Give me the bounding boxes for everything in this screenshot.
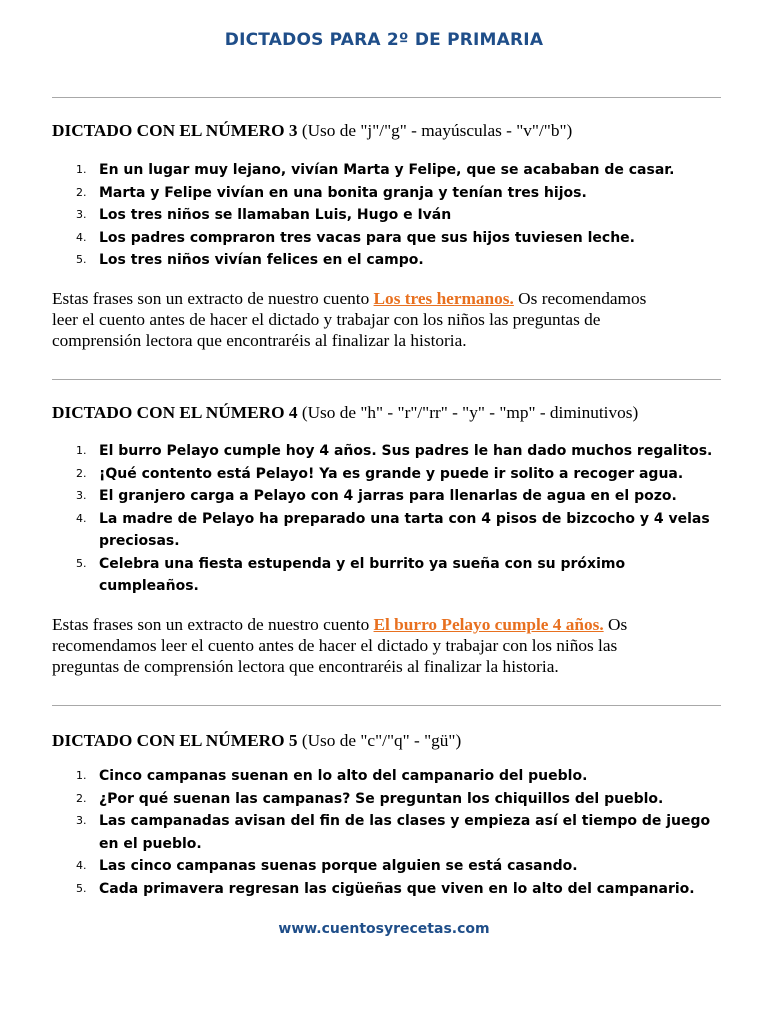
sentence-text: en el pueblo. <box>99 835 202 852</box>
list-number: 4. <box>76 230 87 244</box>
section-heading-5 <box>52 731 732 751</box>
section-note: (Uso de "c"/"q" - "gü") <box>301 731 462 750</box>
section-note: (Uso de "h" - "r"/"rr" - "y" - "mp" - diminutivos) <box>301 403 639 422</box>
section-label: DICTADO CON EL NÚMERO 5 <box>52 731 298 750</box>
list-item <box>52 249 732 272</box>
sentence-text: Cinco campanas suenan en lo alto del campanario del pueblo. <box>99 768 588 784</box>
sentence-text: Las campanadas avisan del fin de las clases y empieza así el tiempo de juego <box>99 813 711 829</box>
footer-website-link[interactable]: www.cuentosyrecetas.com <box>278 921 490 937</box>
section-note: (Uso de "j"/"g" - mayúsculas - "v"/"b") <box>301 121 573 140</box>
list-item <box>52 765 732 788</box>
list-item <box>52 788 732 811</box>
sentence-text: cumpleaños. <box>99 578 199 594</box>
list-number: 5. <box>76 253 87 266</box>
list-item <box>52 553 732 598</box>
section-label: DICTADO CON EL NÚMERO 3 <box>52 121 298 140</box>
list-number: 3. <box>76 814 87 827</box>
list-item <box>52 878 732 901</box>
sentence-list-4 <box>52 440 732 598</box>
list-number: 2. <box>76 466 87 480</box>
sentence-text: Cada primavera regresan las cigüeñas que viven en lo alto del campanario. <box>99 880 695 897</box>
paragraph-line: comprensión lectora que encontraréis al finalizar la historia. <box>52 331 467 350</box>
section-label: DICTADO CON EL NÚMERO 4 <box>52 403 298 422</box>
list-number: 5. <box>76 881 87 895</box>
section-heading-4 <box>52 403 732 423</box>
sentence-text: Los tres niños vivían felices en el campo. <box>99 252 424 268</box>
divider <box>52 379 721 380</box>
sentence-text: preciosas. <box>99 533 180 549</box>
list-item <box>52 485 732 508</box>
list-item <box>52 463 732 486</box>
paragraph-text: Os <box>603 615 628 634</box>
sentence-text: Los padres compraron tres vacas para que sus hijos tuviesen leche. <box>99 229 635 246</box>
list-number: 3. <box>76 208 87 221</box>
sentence-text: La madre de Pelayo ha preparado una tarta con 4 pisos de bizcocho y 4 velas <box>99 510 710 527</box>
sentence-text: Celebra una fiesta estupenda y el burrito ya sueña con su próximo <box>99 555 626 572</box>
paragraph-text: Estas frases son un extracto de nuestro cuento <box>52 289 374 308</box>
list-item <box>52 182 732 205</box>
story-paragraph-3 <box>52 288 742 351</box>
paragraph-line: preguntas de comprensión lectora que encontraréis al finalizar la historia. <box>52 657 559 676</box>
list-number: 3. <box>76 489 87 502</box>
paragraph-line: recomendamos leer el cuento antes de hacer el dictado y trabajar con los niños las <box>52 636 618 655</box>
sentence-list-3 <box>52 159 732 272</box>
sentence-list-5 <box>52 765 732 900</box>
paragraph-text: Os recomendamos <box>513 289 647 308</box>
story-link-los-tres-hermanos[interactable]: Los tres hermanos. <box>373 289 514 308</box>
list-number: 2. <box>76 185 87 199</box>
page-title: DICTADOS PARA 2º DE PRIMARIA <box>224 30 544 50</box>
list-item <box>52 227 732 250</box>
list-number: 1. <box>76 163 87 176</box>
list-number: 1. <box>76 444 87 457</box>
section-heading-3 <box>52 121 732 141</box>
sentence-text: Los tres niños se llamaban Luis, Hugo e Iván <box>99 207 452 223</box>
story-link-el-burro-pelayo[interactable]: El burro Pelayo cumple 4 años. <box>373 615 604 634</box>
list-item <box>52 204 732 227</box>
list-number: 5. <box>76 556 87 570</box>
sentence-text: Marta y Felipe vivían en una bonita granja y tenían tres hijos. <box>99 184 587 201</box>
sentence-text: Las cinco campanas suenas porque alguien se está casando. <box>99 858 578 874</box>
list-item <box>52 810 732 855</box>
sentence-text: El burro Pelayo cumple hoy 4 años. Sus padres le han dado muchos regalitos. <box>99 443 713 459</box>
sentence-text: ¡Qué contento está Pelayo! Ya es grande y puede ir solito a recoger agua. <box>99 465 684 482</box>
divider <box>52 97 721 98</box>
list-item <box>52 508 732 553</box>
list-number: 1. <box>76 769 87 782</box>
list-item <box>52 440 732 463</box>
sentence-text: El granjero carga a Pelayo con 4 jarras para llenarlas de agua en el pozo. <box>99 488 677 504</box>
paragraph-line: leer el cuento antes de hacer el dictado y trabajar con los niños las preguntas de <box>52 310 601 329</box>
list-number: 4. <box>76 511 87 525</box>
list-item <box>52 855 732 878</box>
sentence-text: En un lugar muy lejano, vivían Marta y Felipe, que se acababan de casar. <box>99 162 675 178</box>
divider <box>52 705 721 706</box>
sentence-text: ¿Por qué suenan las campanas? Se preguntan los chiquillos del pueblo. <box>99 790 664 807</box>
paragraph-text: Estas frases son un extracto de nuestro cuento <box>52 615 374 634</box>
list-item <box>52 159 732 182</box>
list-number: 2. <box>76 791 87 805</box>
story-paragraph-4 <box>52 614 742 677</box>
list-number: 4. <box>76 859 87 872</box>
